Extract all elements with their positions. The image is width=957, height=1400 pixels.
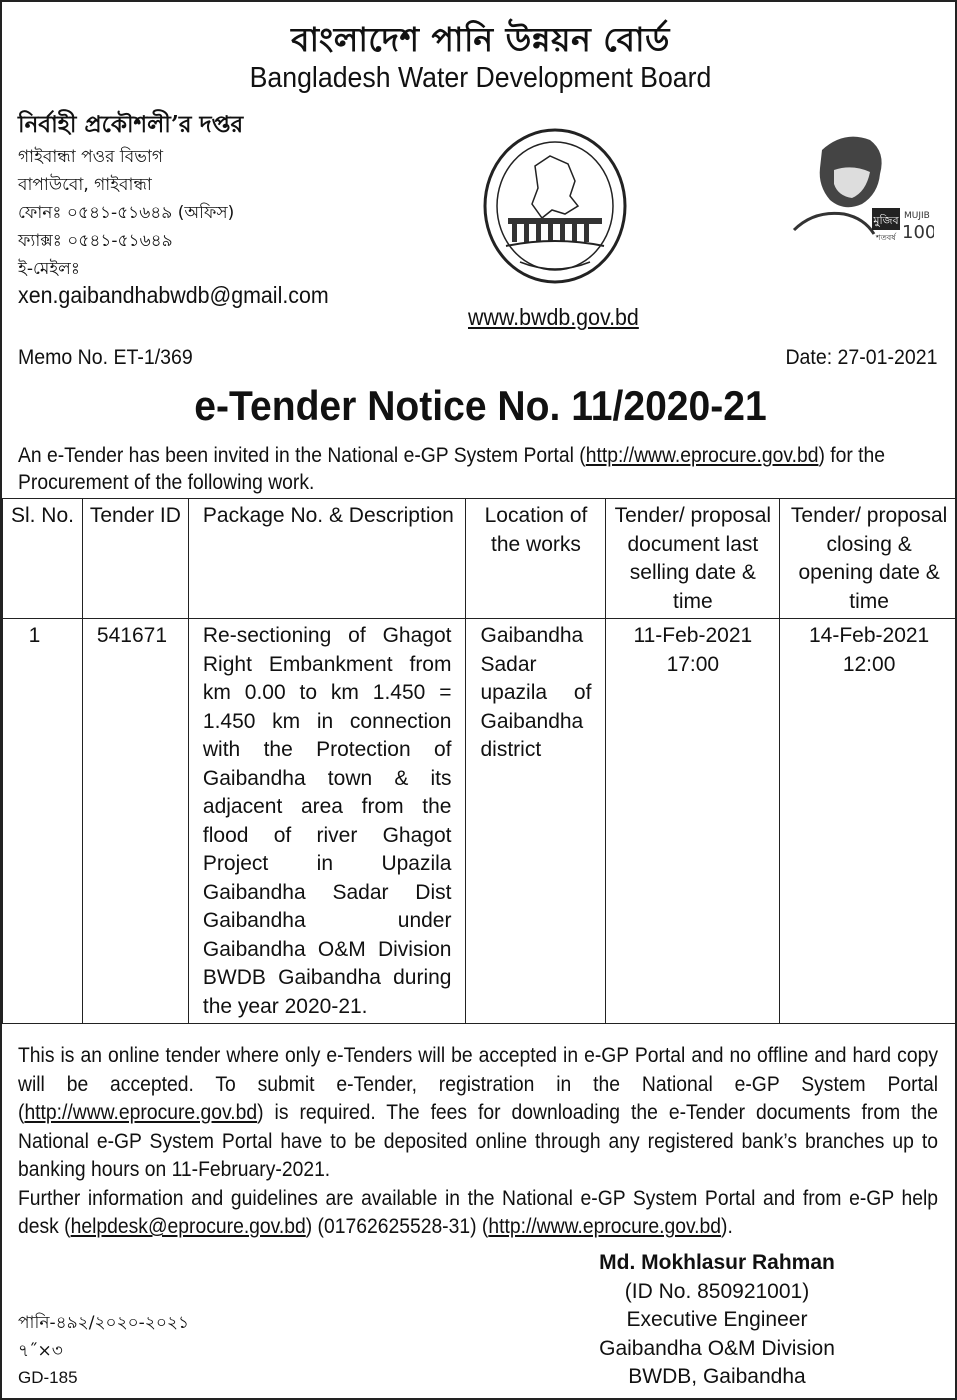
cell-closing-datetime (780, 619, 957, 1024)
header-location: Location of the works (466, 499, 606, 619)
notice-title: e-Tender Notice No. 11/2020-21 (194, 382, 767, 429)
closing-time: 12:00 (842, 652, 896, 676)
cell-description: Re-sectioning of Ghagot Right Embankment from km 0.00 to km 1.450 = 1.450 km in connection with the Protection of Gaibandha town & its adjacent area from the flood of river Ghagot Project in Upazila Gaibandha Sadar Dist Gaibandha under Gaibandha O&M Division BWDB Gaibandha during the year 2020-21. (188, 619, 466, 1024)
email-label-bn: ই-মেইলঃ (18, 259, 80, 279)
memo-number: Memo No. ET-1/369 (18, 346, 193, 369)
footer-text: ) is required. The fees for downloading the e-Tender documents from the National e-GP System Portal have to be deposited online through any registered bank’s branches up to banking hours on 11-February-2021. (18, 1101, 938, 1181)
signature-block (562, 1249, 872, 1392)
bwdb-emblem-icon (480, 126, 630, 286)
header-selling-date: Tender/ proposal document last selling date & time (606, 499, 780, 619)
tender-table (2, 498, 957, 1024)
selling-date: 11-Feb-2021 (633, 624, 753, 647)
cell-sl: 1 (3, 619, 83, 1024)
closing-date: 14-Feb-2021 (808, 624, 930, 647)
signatory-division: Gaibandha O&M Division (599, 1336, 835, 1360)
location-bn: বাপাউবো, গাইবান্ধা (18, 175, 152, 195)
signatory-office: BWDB, Gaibandha (628, 1365, 806, 1388)
office-name-bn: নির্বাহী প্রকৌশলী’র দপ্তর (18, 111, 244, 138)
reference-number-bn: পানি-৪৯২/২০২০-২০২১ (18, 1313, 189, 1333)
mujib-100-logo (774, 130, 934, 242)
eprocure-link[interactable]: http://www.eprocure.gov.bd (24, 1101, 258, 1124)
email-address: xen.gaibandhabwdb@gmail.com (18, 282, 329, 308)
svg-text:শতবর্ষ: শতবর্ষ (876, 233, 896, 242)
notice-date: Date: 27-01-2021 (784, 346, 937, 369)
intro-text: An e-Tender has been invited in the National e-GP System Portal ( (18, 444, 586, 467)
cell-selling-datetime (606, 619, 780, 1024)
cell-tender-id: 541671 (82, 619, 188, 1024)
division-bn: গাইবান্ধা পওর বিভাগ (18, 147, 163, 167)
footer-text: This is an online tender where only e-Tenders will be accepted in e-GP Portal and no offline and hard copy will be accepted. To submit e-Tender, registration in the National e-GP System Portal ( (18, 1044, 938, 1124)
eprocure-link[interactable]: http://www.eprocure.gov.bd (488, 1215, 722, 1238)
ad-size-bn: ৭˝×৩ (18, 1341, 63, 1361)
fax-bn: ফ্যাক্সঃ ০৫৪১-৫১৬৪৯ (18, 231, 173, 251)
org-name-en: Bangladesh Water Development Board (249, 62, 712, 94)
website-link[interactable]: www.bwdb.gov.bd (468, 304, 639, 330)
footer-text: Further information and guidelines are available in the National e-GP System Portal and from e-GP help desk ( (18, 1186, 938, 1238)
header-sl: Sl. No. (3, 499, 83, 619)
footer-text: ) (01762625528-31) ( (305, 1215, 489, 1238)
eprocure-link[interactable]: http://www.eprocure.gov.bd (585, 444, 819, 467)
footer-paragraph-2 (18, 1185, 938, 1242)
svg-text:মুজিব: মুজিব (873, 214, 899, 227)
footer-paragraph-1 (18, 1042, 938, 1185)
svg-text:MUJIB: MUJIB (904, 211, 930, 221)
signatory-id: (ID No. 850921001) (624, 1279, 810, 1303)
signatory-name: Md. Mokhlasur Rahman (599, 1251, 835, 1274)
svg-text:100: 100 (902, 222, 934, 242)
org-name-bn: বাংলাদেশ পানি উন্নয়ন বোর্ড (291, 20, 670, 59)
selling-time: 17:00 (666, 652, 720, 676)
header-closing-date: Tender/ proposal closing & opening date & time (780, 499, 957, 619)
signatory-designation: Executive Engineer (626, 1308, 808, 1331)
intro-text-end: ) for the Procurement of the following work. (18, 444, 886, 494)
table-header-row (3, 499, 957, 619)
intro-paragraph (18, 442, 938, 496)
footer-text: ). (721, 1215, 733, 1238)
phone-bn: ফোনঃ ০৫৪১-৫১৬৪৯ (অফিস) (18, 203, 235, 223)
helpdesk-email-link[interactable]: helpdesk@eprocure.gov.bd (70, 1215, 306, 1238)
header-description: Package No. & Description (188, 499, 466, 619)
cell-location: Gaibandha Sadar upazila of Gaibandha district (466, 619, 606, 1024)
footer-paragraphs (18, 1042, 938, 1242)
header-tender-id: Tender ID (82, 499, 188, 619)
gd-number: GD-185 (18, 1368, 78, 1387)
table-row (3, 619, 957, 1024)
